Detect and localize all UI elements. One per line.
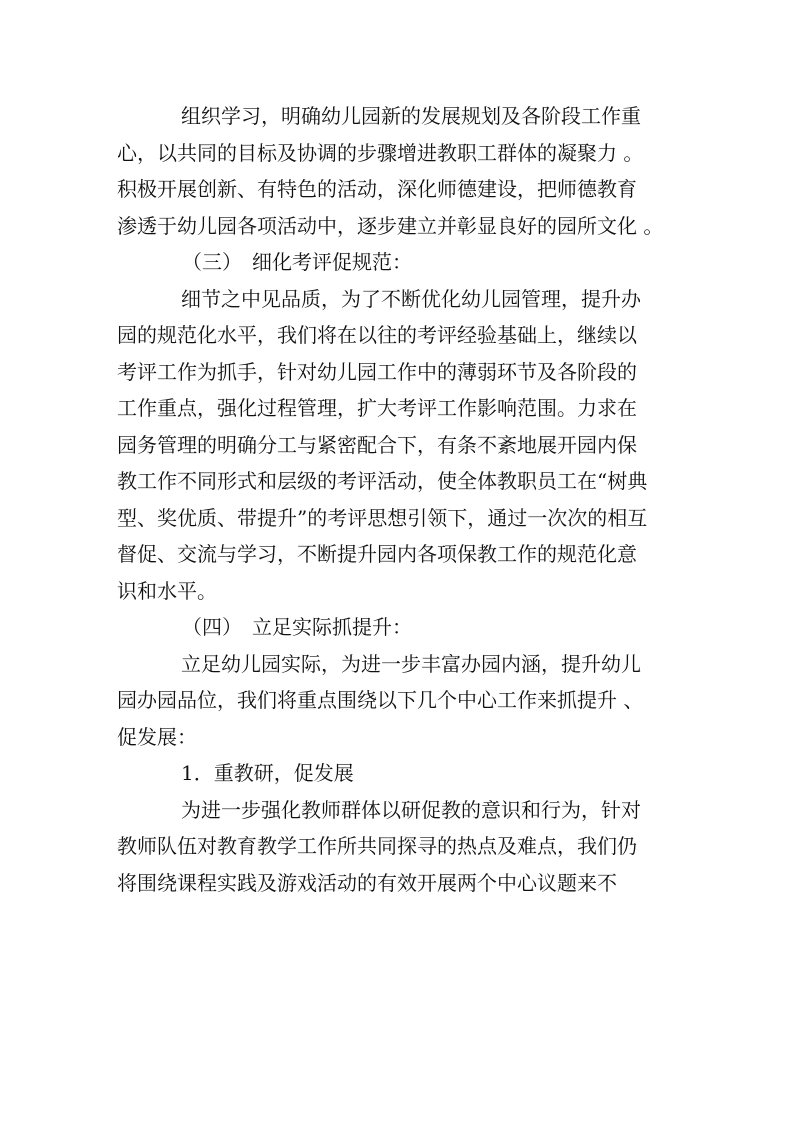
paragraph-line: 细节之中见品质，为了不断优化幼儿园管理，提升办 <box>181 286 641 311</box>
paragraph-line: 督促、交流与学习，不断提升园内各项保教工作的规范化意 <box>117 542 637 566</box>
subsection-heading: 1．重教研，促发展 <box>181 761 354 785</box>
paragraph-line: 积极开展创新、有特色的活动，深化师德建设，把师德教育 <box>117 177 637 201</box>
paragraph-line: 识和水平。 <box>117 578 217 603</box>
paragraph-line: 促发展： <box>117 724 197 749</box>
paragraph-line: 考评工作为抓手，针对幼儿园工作中的薄弱环节及各阶段的 <box>117 359 637 384</box>
document-body <box>117 98 677 901</box>
paragraph-line: 组织学习，明确幼儿园新的发展规划及各阶段工作重 <box>181 104 641 128</box>
paragraph-line: 为进一步强化教师群体以研促教的意识和行为，针对 <box>181 797 641 822</box>
paragraph-line: 渗透于幼儿园各项活动中，逐步建立并彰显良好的园所文化 。 <box>117 213 664 238</box>
section-heading: （三） 细化考评促规范： <box>182 250 412 274</box>
paragraph-line: 型、奖优质、带提升”的考评思想引领下，通过一次次的相互 <box>117 505 648 530</box>
paragraph-line: 教工作不同形式和层级的考评活动，使全体教职员工在“树典 <box>117 469 648 493</box>
section-heading: （四） 立足实际抓提升： <box>182 615 412 639</box>
paragraph-line: 心，以共同的目标及协调的步骤增进教职工群体的凝聚力 。 <box>117 140 644 165</box>
paragraph-line: 将围绕课程实践及游戏活动的有效开展两个中心议题来不 <box>117 870 617 895</box>
paragraph-line: 工作重点，强化过程管理，扩大考评工作影响范围。力求在 <box>117 396 637 420</box>
paragraph-line: 教师队伍对教育教学工作所共同探寻的热点及难点，我们仍 <box>117 834 637 858</box>
paragraph-line: 园务管理的明确分工与紧密配合下，有条不紊地展开园内保 <box>117 432 637 457</box>
paragraph-line: 园的规范化水平，我们将在以往的考评经验基础上，继续以 <box>117 323 637 347</box>
paragraph-line: 园办园品位，我们将重点围绕以下几个中心工作来抓提升 、 <box>117 688 644 712</box>
paragraph-line: 立足幼儿园实际，为进一步丰富办园内涵，提升幼儿 <box>181 651 641 676</box>
